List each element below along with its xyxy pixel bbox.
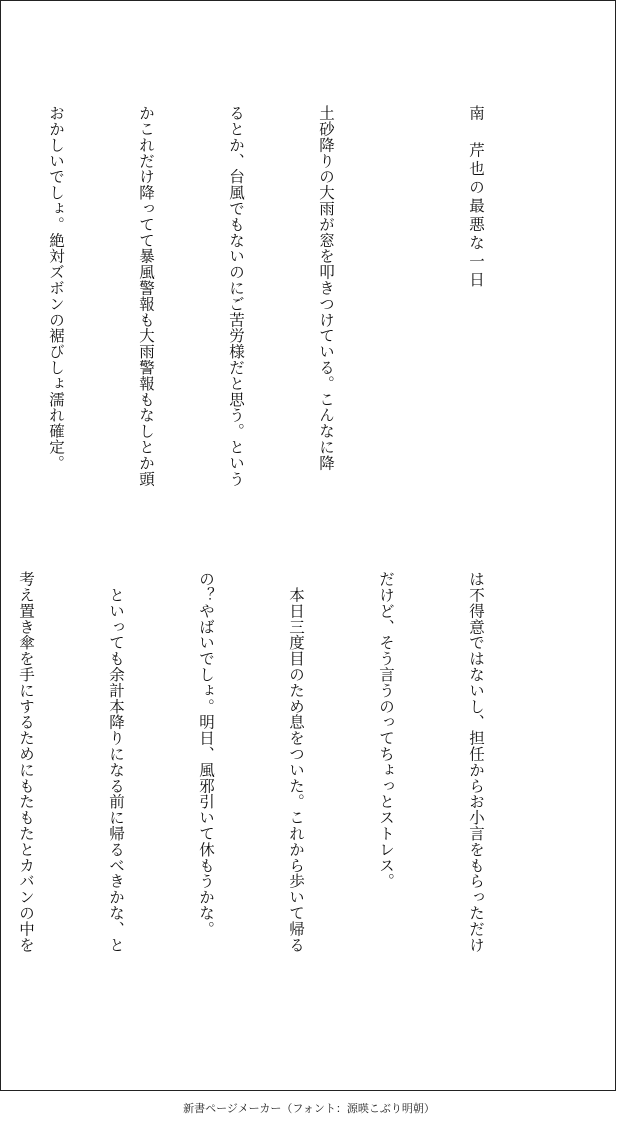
footer-credit: 新書ページメーカー（フォント：源暎こぶり明朝） (183, 1102, 435, 1115)
text-line: おかしいでしょ。絶対ズボンの裾びしょ濡れ確定。 (47, 105, 65, 471)
text-line: かこれだけ降ってて暴風警報も大雨警報もなしとか頭 (137, 105, 155, 487)
text-line: だけど、そう言うのってちょっとストレス。 (377, 571, 395, 889)
story-title: 南 芹也の最悪な一日 (467, 105, 485, 290)
lower-text-block (17, 571, 551, 1017)
text-line: 考え置き傘を手にするためにもたもたとカバンの中を (17, 571, 35, 953)
upper-text-block (47, 105, 551, 551)
text-line: るとか、台風でもないのにご苦労様だと思う。という (227, 105, 245, 487)
text-line: 本日三度目のため息をついた。これから歩いて帰る (287, 571, 305, 953)
text-line: 土砂降りの大雨が窓を叩きつけている。こんなに降 (317, 105, 335, 471)
text-line: といっても余計本降りになる前に帰るべきかな、と (107, 571, 125, 953)
text-line: の？やばいでしょ。明日、風邪引いて休もうかな。 (197, 571, 215, 937)
text-line: は不得意ではないし、担任からお小言をもらっただけ (467, 571, 485, 953)
